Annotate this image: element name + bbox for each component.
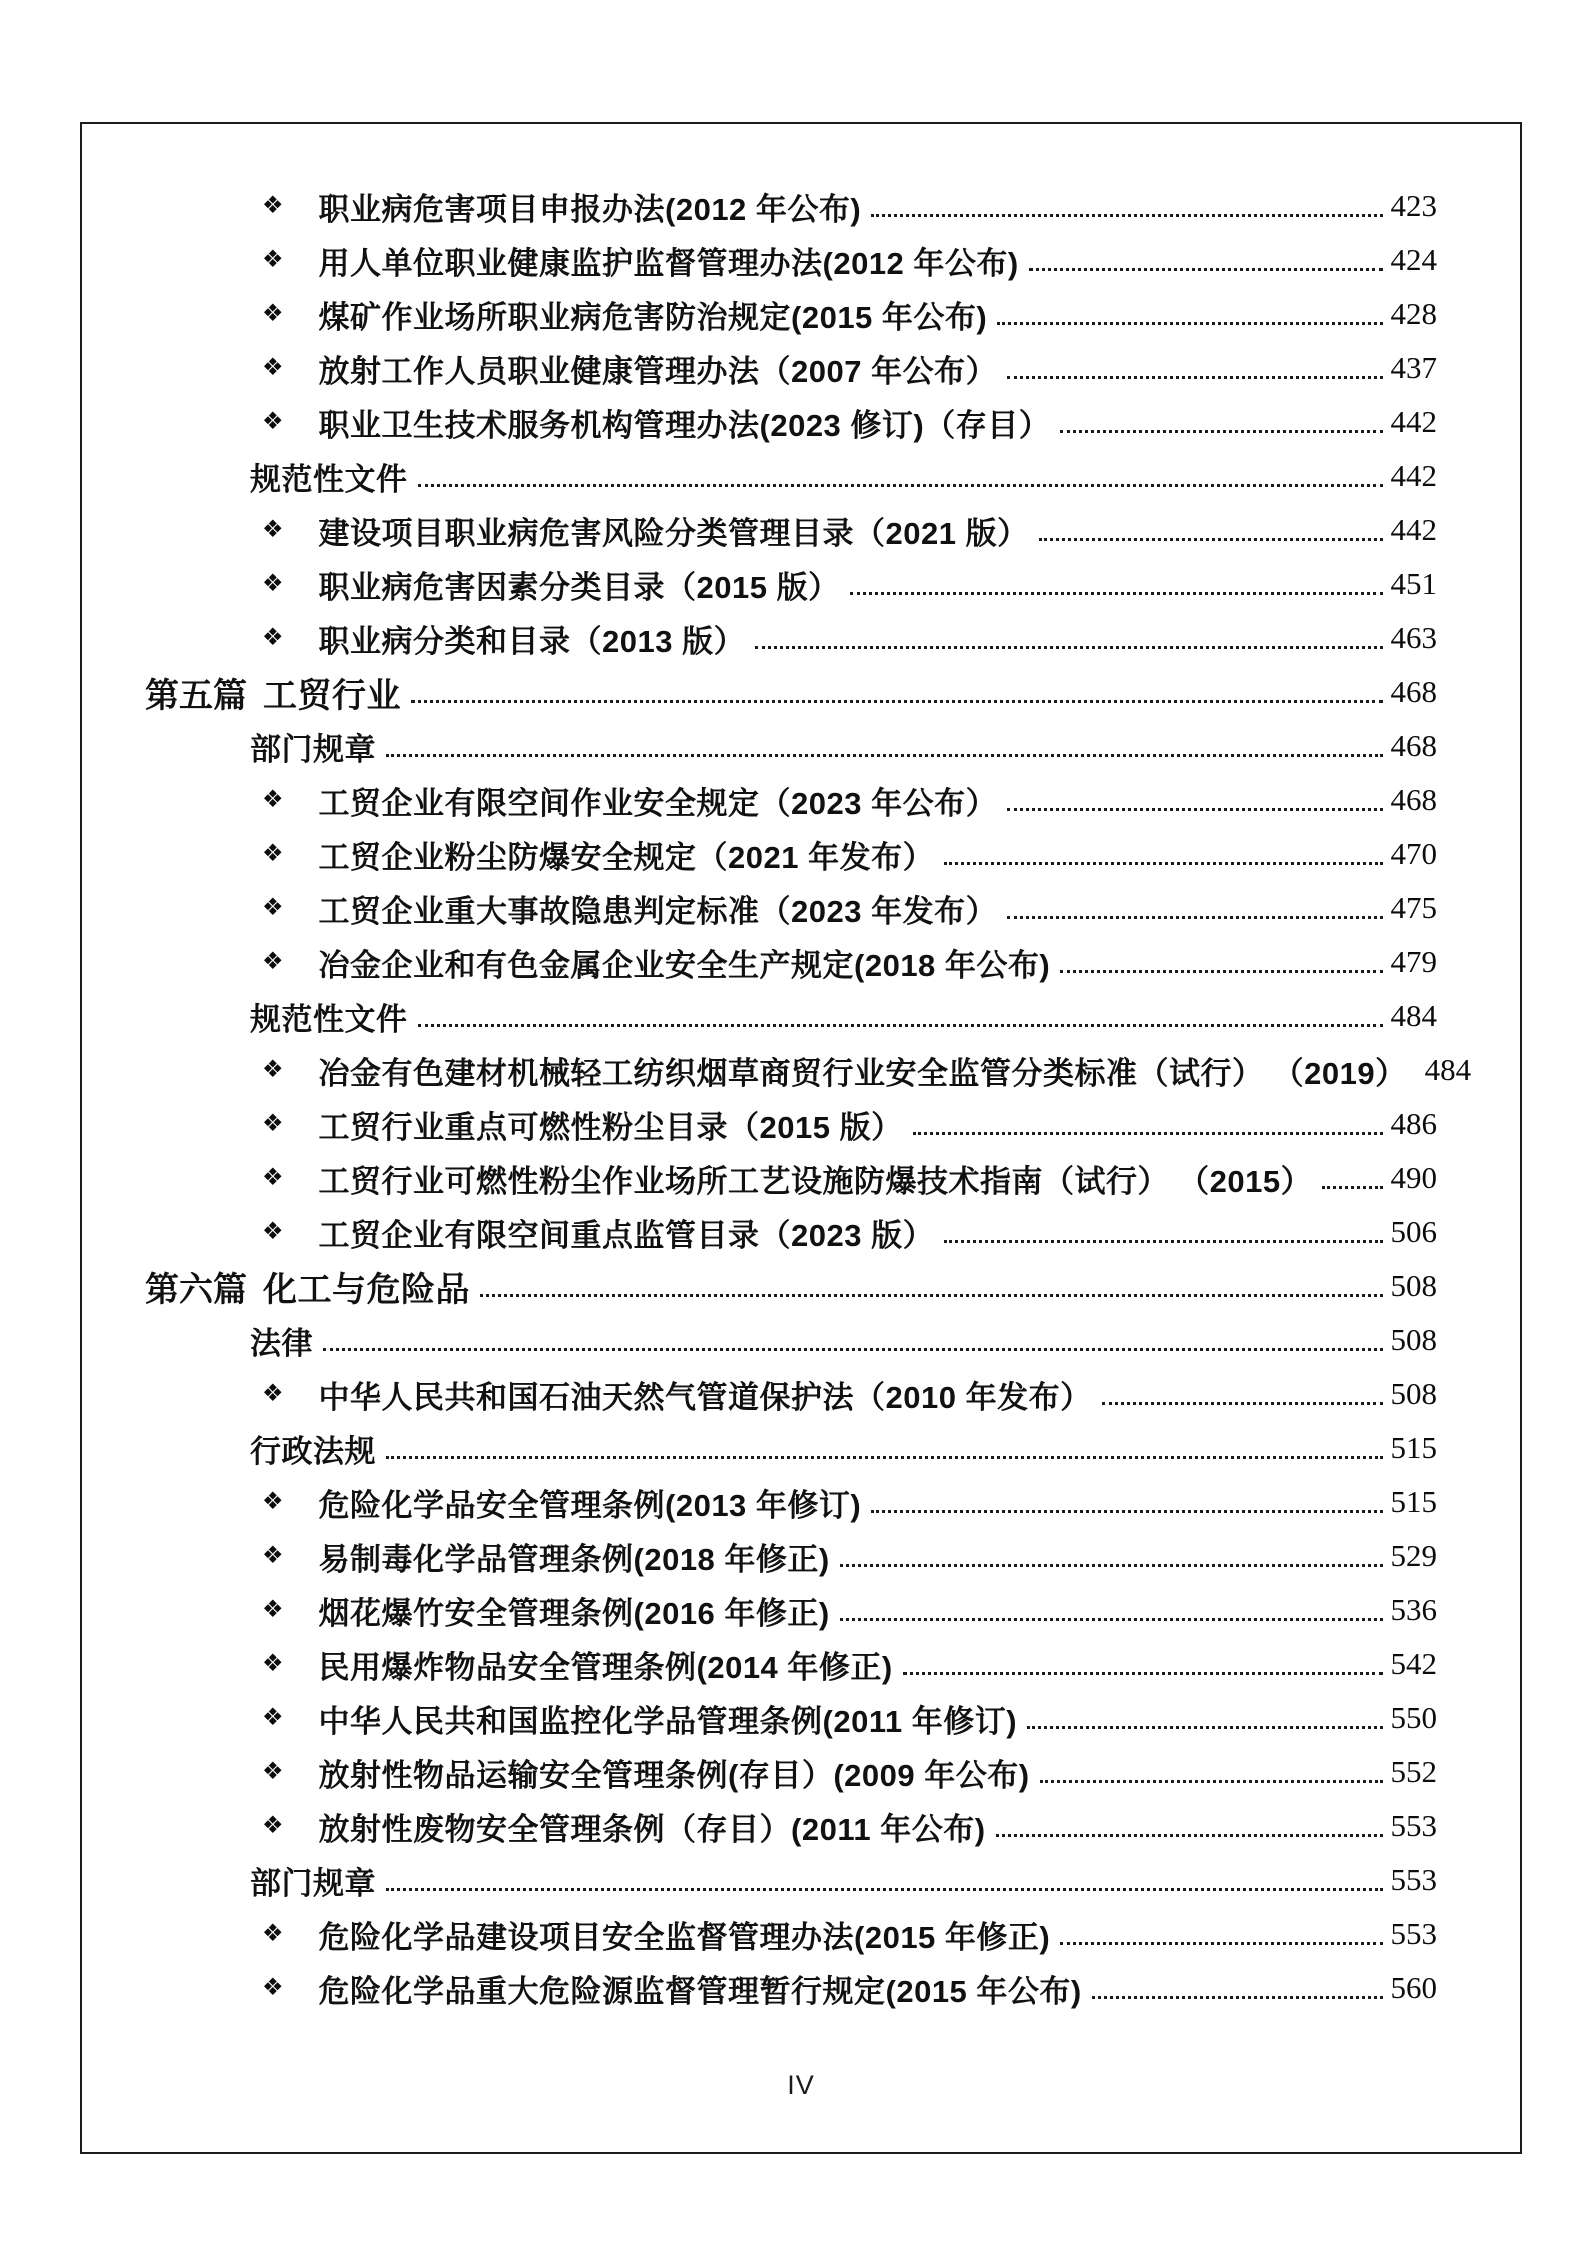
dot-leader [1060,970,1382,973]
entry-title: 职业病危害因素分类目录（2015 版） [318,569,840,605]
entry-page-number: 463 [1390,620,1437,655]
toc-entry-row [145,287,1437,341]
toc-entry-row [145,341,1437,395]
entry-page-number: 423 [1390,188,1437,223]
chapter-prefix: 第六篇 [145,1270,247,1309]
entry-page-number: 468 [1390,728,1437,763]
dot-leader [418,1024,1383,1027]
toc-entry-row [145,1205,1437,1259]
entry-title: 民用爆炸物品安全管理条例(2014 年修正) [318,1649,893,1685]
toc-entry-row [145,611,1437,665]
entry-page-number: 508 [1390,1268,1437,1303]
toc-entry-row [145,827,1437,881]
diamond-bullet-icon: ❖ [262,570,284,597]
toc-entry-row [145,1529,1437,1583]
entry-title: 职业病分类和目录（2013 版） [318,623,746,659]
entry-page-number: 428 [1390,296,1437,331]
toc-subheader-row [145,1313,1437,1367]
entry-title: 用人单位职业健康监护监督管理办法(2012 年公布) [318,245,1019,281]
dot-leader [903,1672,1383,1675]
dot-leader [913,1132,1383,1135]
diamond-bullet-icon: ❖ [262,1164,284,1191]
entry-page-number: 470 [1390,836,1437,871]
entry-page-number: 442 [1390,512,1437,547]
entry-title: 规范性文件 [250,1001,408,1037]
dot-leader [1092,1996,1383,1999]
diamond-bullet-icon: ❖ [262,1542,284,1569]
dot-leader [1039,538,1383,541]
entry-page-number: 552 [1390,1754,1437,1789]
dot-leader [1007,916,1382,919]
dot-leader [411,700,1383,703]
dot-leader [1040,1780,1383,1783]
dot-leader [1027,1726,1382,1729]
toc-entry-row [145,935,1437,989]
entry-page-number: 424 [1390,242,1437,277]
toc-list [145,179,1472,2015]
entry-title: 建设项目职业病危害风险分类管理目录（2021 版） [318,515,1029,551]
entry-page-number: 529 [1390,1538,1437,1573]
entry-page-number: 490 [1390,1160,1437,1195]
entry-page-number: 508 [1390,1376,1437,1411]
diamond-bullet-icon: ❖ [262,1218,284,1245]
diamond-bullet-icon: ❖ [262,300,284,327]
entry-title: 部门规章 [250,731,376,767]
diamond-bullet-icon: ❖ [262,1650,284,1677]
toc-subheader-row [145,989,1437,1043]
toc-entry-row [145,1475,1437,1529]
diamond-bullet-icon: ❖ [262,1596,284,1623]
entry-title: 工贸企业有限空间作业安全规定（2023 年公布） [318,785,998,821]
entry-title: 放射工作人员职业健康管理办法（2007 年公布） [318,353,998,389]
dot-leader [871,214,1382,217]
entry-title: 煤矿作业场所职业病危害防治规定(2015 年公布) [318,299,988,335]
entry-page-number: 468 [1390,674,1437,709]
toc-entry-row [145,1961,1437,2015]
dot-leader [871,1510,1382,1513]
dot-leader [418,484,1383,487]
entry-page-number: 515 [1390,1430,1437,1465]
toc-subheader-row [145,1421,1437,1475]
toc-subheader-row [145,449,1437,503]
dot-leader [480,1294,1383,1297]
entry-title: 工贸企业重大事故隐患判定标准（2023 年发布） [318,893,998,929]
entry-page-number: 553 [1390,1862,1437,1897]
toc-entry-row [145,503,1437,557]
toc-chapter-row [145,665,1437,719]
toc-entry-row [145,1907,1437,1961]
toc-entry-row [145,1583,1437,1637]
dot-leader [944,862,1382,865]
dot-leader [1007,376,1382,379]
entry-title: 部门规章 [250,1865,376,1901]
diamond-bullet-icon: ❖ [262,408,284,435]
dot-leader [850,592,1383,595]
toc-entry-row [145,1691,1437,1745]
dot-leader [386,1456,1383,1459]
entry-title: 放射性废物安全管理条例（存目）(2011 年公布) [318,1811,986,1847]
entry-page-number: 508 [1390,1322,1437,1357]
entry-title: 危险化学品建设项目安全监督管理办法(2015 年修正) [318,1919,1051,1955]
entry-page-number: 451 [1390,566,1437,601]
toc-entry-row [145,233,1437,287]
entry-page-number: 468 [1390,782,1437,817]
dot-leader [386,1888,1383,1891]
entry-title: 化工与危险品 [263,1270,470,1309]
dot-leader [1322,1186,1382,1189]
entry-page-number: 553 [1390,1916,1437,1951]
entry-title: 工贸行业 [263,676,401,715]
diamond-bullet-icon: ❖ [262,624,284,651]
entry-title: 行政法规 [250,1433,376,1469]
entry-page-number: 437 [1390,350,1437,385]
diamond-bullet-icon: ❖ [262,1380,284,1407]
entry-title: 危险化学品安全管理条例(2013 年修订) [318,1487,862,1523]
diamond-bullet-icon: ❖ [262,1758,284,1785]
diamond-bullet-icon: ❖ [262,354,284,381]
entry-title: 烟花爆竹安全管理条例(2016 年修正) [318,1595,830,1631]
toc-entry-row [145,1367,1437,1421]
entry-title: 冶金有色建材机械轻工纺织烟草商贸行业安全监管分类标准（试行） （2019） [318,1055,1407,1091]
diamond-bullet-icon: ❖ [262,1920,284,1947]
dot-leader [1029,268,1383,271]
entry-title: 危险化学品重大危险源监督管理暂行规定(2015 年公布) [318,1973,1082,2009]
page-number: IV [787,2070,815,2100]
entry-title: 工贸企业粉尘防爆安全规定（2021 年发布） [318,839,935,875]
dot-leader [386,754,1383,757]
entry-title: 规范性文件 [250,461,408,497]
toc-entry-row [145,1043,1472,1097]
entry-page-number: 536 [1390,1592,1437,1627]
dot-leader [323,1348,1383,1351]
toc-subheader-row [145,1853,1437,1907]
diamond-bullet-icon: ❖ [262,1812,284,1839]
dot-leader [944,1240,1382,1243]
dot-leader [1060,430,1382,433]
toc-subheader-row [145,719,1437,773]
entry-title: 中华人民共和国石油天然气管道保护法（2010 年发布） [318,1379,1092,1415]
toc-entry-row [145,1151,1437,1205]
entry-page-number: 553 [1390,1808,1437,1843]
entry-title: 职业卫生技术服务机构管理办法(2023 修订)（存目） [318,407,1051,443]
toc-entry-row [145,1097,1437,1151]
dot-leader [1060,1942,1382,1945]
toc-entry-row [145,395,1437,449]
diamond-bullet-icon: ❖ [262,948,284,975]
dot-leader [1102,1402,1383,1405]
entry-page-number: 486 [1390,1106,1437,1141]
diamond-bullet-icon: ❖ [262,246,284,273]
toc-entry-row [145,557,1437,611]
toc-entry-row [145,1799,1437,1853]
entry-title: 工贸行业重点可燃性粉尘目录（2015 版） [318,1109,903,1145]
entry-page-number: 515 [1390,1484,1437,1519]
dot-leader [996,1834,1383,1837]
entry-page-number: 550 [1390,1700,1437,1735]
entry-title: 中华人民共和国监控化学品管理条例(2011 年修订) [318,1703,1018,1739]
entry-title: 工贸企业有限空间重点监管目录（2023 版） [318,1217,935,1253]
dot-leader [755,646,1382,649]
diamond-bullet-icon: ❖ [262,786,284,813]
diamond-bullet-icon: ❖ [262,192,284,219]
entry-title: 易制毒化学品管理条例(2018 年修正) [318,1541,830,1577]
entry-title: 冶金企业和有色金属企业安全生产规定(2018 年公布) [318,947,1051,983]
entry-title: 职业病危害项目申报办法(2012 年公布) [318,191,862,227]
entry-title: 法律 [250,1325,313,1361]
toc-entry-row [145,1745,1437,1799]
dot-leader [997,322,1382,325]
entry-page-number: 560 [1390,1970,1437,2005]
diamond-bullet-icon: ❖ [262,894,284,921]
diamond-bullet-icon: ❖ [262,1974,284,2001]
diamond-bullet-icon: ❖ [262,840,284,867]
toc-entry-row [145,179,1437,233]
entry-page-number: 542 [1390,1646,1437,1681]
toc-entry-row [145,1637,1437,1691]
entry-title: 放射性物品运输安全管理条例(存目）(2009 年公布) [318,1757,1030,1793]
entry-page-number: 442 [1390,404,1437,439]
diamond-bullet-icon: ❖ [262,1056,284,1083]
entry-title: 工贸行业可燃性粉尘作业场所工艺设施防爆技术指南（试行） （2015） [318,1163,1313,1199]
toc-entry-row [145,773,1437,827]
entry-page-number: 484 [1424,1052,1472,1087]
entry-page-number: 506 [1390,1214,1437,1249]
toc-chapter-row [145,1259,1437,1313]
diamond-bullet-icon: ❖ [262,516,284,543]
diamond-bullet-icon: ❖ [262,1704,284,1731]
chapter-prefix: 第五篇 [145,676,247,715]
dot-leader [840,1564,1383,1567]
dot-leader [1007,808,1382,811]
toc-entry-row [145,881,1437,935]
diamond-bullet-icon: ❖ [262,1488,284,1515]
diamond-bullet-icon: ❖ [262,1110,284,1137]
page-border-frame [80,122,1522,2154]
entry-page-number: 479 [1390,944,1437,979]
entry-page-number: 484 [1390,998,1437,1033]
entry-page-number: 442 [1390,458,1437,493]
dot-leader [840,1618,1383,1621]
entry-page-number: 475 [1390,890,1437,925]
